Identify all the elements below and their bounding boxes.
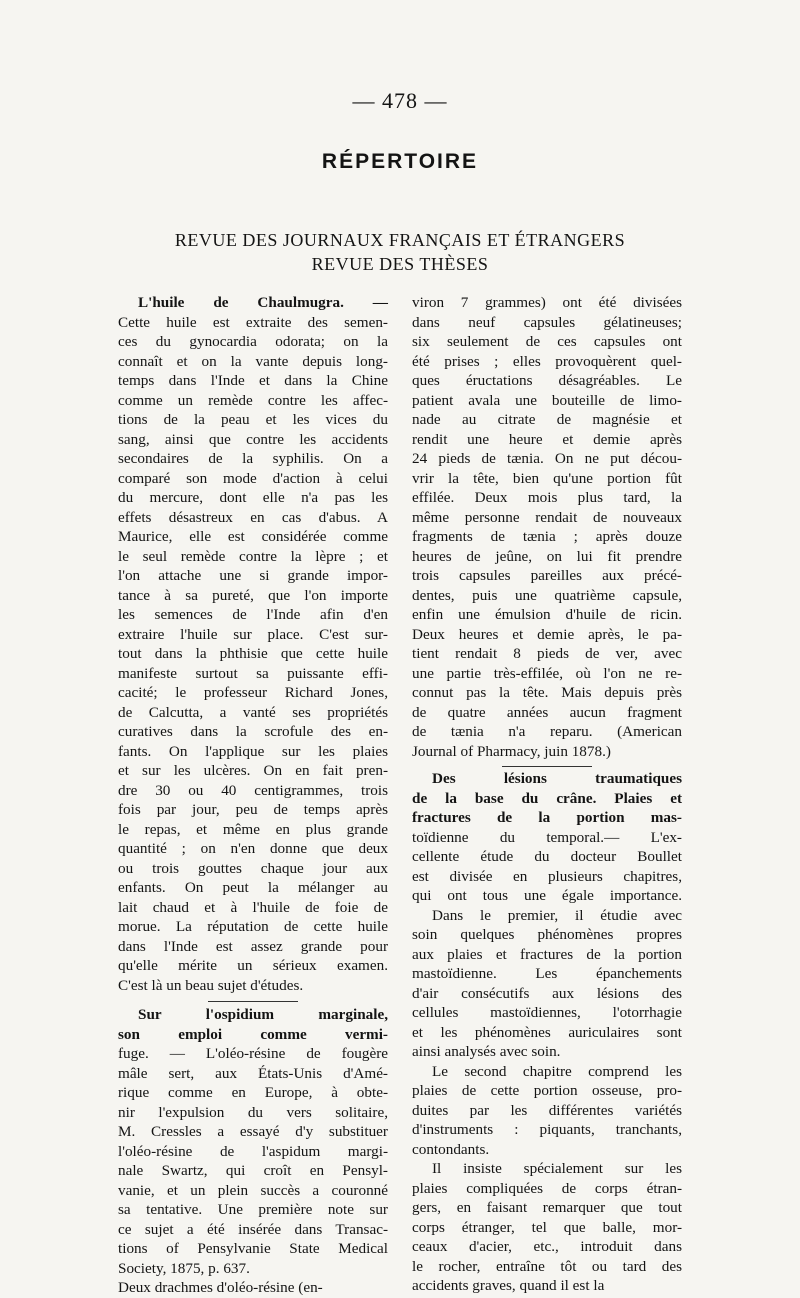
text-line: ces du gynocardia odorata; on la [118,333,388,350]
text-line: dans neuf capsules gélatineuses; [412,313,682,331]
text-line: de la base du crâne. Plaies et [412,789,682,807]
text-line: secondaires de la syphilis. On a [118,450,388,467]
text-line: Cette huile est extraite des semen- [118,313,388,331]
text-line: fractures de la portion mas- [412,809,682,826]
text-line: le repas, et même en plus grande [118,820,388,838]
text-line: de quatre années aucun fragment [412,703,682,721]
text-line: mâle sert, aux États-Unis d'Amé- [118,1064,388,1082]
text-line: morue. La réputation de cette huile [118,918,388,935]
text-line: de tænia n'a reparu. (American [412,723,682,740]
article-chaulmugra [118,293,388,995]
text-line: ceaux d'acier, etc., introduit dans [412,1238,682,1255]
text-line: enfants. On peut la mélanger au [118,879,388,896]
text-line: manifeste surtout sa puissante effi- [118,664,388,682]
right-column [412,293,682,1296]
text-line: enfin une émulsion d'huile de ricin. [412,606,682,623]
text-line: Il insiste spécialement sur les [432,1160,682,1177]
text-line: Society, 1875, p. 637. [118,1259,250,1277]
text-line: Des lésions traumatiques [432,770,682,787]
text-line: qu'elle mérite un sérieux examen. [118,957,388,974]
text-line: L'huile de Chaulmugra. — [138,294,388,311]
text-line: C'est là un beau sujet d'études. [118,976,304,994]
text-line: Sur l'ospidium marginale, [138,1006,388,1023]
text-line: gers, en faisant remarquer que tout [412,1199,682,1216]
text-line: Dans le premier, il étudie avec [432,906,682,924]
text-line: Le second chapitre comprend les [432,1062,682,1080]
page-number: — 478 — [352,88,448,113]
text-line: comparé son mode d'action à celui [118,469,388,487]
text-line: une partie très-effilée, où l'on ne re- [412,664,682,682]
text-line: de Calcutta, a vanté ses propriétés [118,703,388,721]
text-line: Deux drachmes d'oléo-résine (en- [118,1279,323,1296]
text-line: sang, ainsi que contre les accidents [118,430,388,448]
text-line: nale Swartz, qui croît en Pensyl- [118,1162,388,1179]
text-line: est divisée en plusieurs chapitres, [412,867,682,885]
text-line: ou trois gouttes chaque jour aux [118,859,388,877]
left-column [118,293,388,1298]
text-line: lait chaud et à l'huile de foie de [118,898,388,916]
text-line: 24 pieds de tænia. On ne put décou- [412,450,682,467]
text-line: comme un remède contre les affec- [118,391,388,409]
text-line: viron 7 grammes) ont été divisées [412,294,682,311]
text-line: six seulement de ces capsules ont [412,333,682,350]
text-line: et sur les ulcères. On en fait pren- [118,762,388,779]
text-line: le rocher, entraîne tôt ou tard des [412,1257,682,1275]
text-line: été prises ; elles provoquèrent quel- [412,352,682,370]
section-subheading [0,228,800,276]
text-line: fants. On l'applique sur les plaies [118,742,388,760]
text-line: accidents graves, quand il est la [412,1277,605,1294]
subheading-line-1: REVUE DES JOURNAUX FRANÇAIS ET ÉTRANGERS [174,230,626,250]
text-line: l'on attache une si grande impor- [118,567,388,584]
text-line: ainsi analysés avec soin. [412,1043,561,1060]
text-line: vanie, et un plein succès a couronné [118,1181,388,1199]
text-line: cacité; le professeur Richard Jones, [118,684,388,701]
text-line: fuge. — L'oléo-résine de fougère [118,1045,388,1062]
text-line: cellules mastoïdiennes, l'otorrhagie [412,1004,682,1021]
text-line: qui ont tous une égale importance. [412,887,682,904]
text-line: duites par les différentes variétés [412,1101,682,1119]
text-line: d'air consécutifs aux lésions des [412,984,682,1002]
text-line: mastoïdienne. Les épanchements [412,965,682,982]
text-line: connut pas la tête. Mais depuis près [412,684,682,701]
article-divider [208,1001,298,1002]
text-line: ques éructations désagréables. Le [412,372,682,389]
text-line: toïdienne du temporal.— L'ex- [412,828,682,846]
article-aspidium-continued [412,293,682,761]
text-line: nade au citrate de magnésie et [412,411,682,428]
text-line: trois capsules pareilles aux précé- [412,567,682,584]
text-line: heures de jeûne, on lui fit prendre [412,547,682,565]
text-line: rendit une heure et demie après [412,430,682,448]
text-line: nir l'expulsion du vers solitaire, [118,1103,388,1121]
text-line: tance à sa pureté, que l'on importe [118,586,388,604]
text-line: du mercure, dont elle n'a pas les [118,489,388,506]
text-line: et les phénomènes auriculaires sont [412,1023,682,1041]
text-line: vrir la tête, bien qu'une portion fût [412,469,682,487]
subheading-line-2: REVUE DES THÈSES [311,254,489,274]
text-line: l'oléo-résine de l'aspidum margi- [118,1142,388,1160]
text-line: même personne rendait de nouveaux [412,508,682,526]
text-line: curatives dans la scrofule des en- [118,723,388,740]
text-line: cellente étude du docteur Boullet [412,848,682,865]
text-line: rique comme en Europe, à obte- [118,1084,388,1101]
text-line: Maurice, elle est considérée comme [118,528,388,545]
text-line: plaies compliquées de corps étran- [412,1179,682,1197]
article-lesions-crane [412,769,682,1296]
text-line: extraire l'huile sur place. C'est sur- [118,625,388,643]
text-line: le seul remède contre la lèpre ; et [118,547,388,565]
section-heading: RÉPERTOIRE [321,150,479,173]
text-line: tions de la peau et les vices du [118,411,388,428]
text-line: fragments de tænia ; après douze [412,528,682,545]
text-line: dentes, puis une quatrième capsule, [412,586,682,604]
text-line: tions of Pensylvanie State Medical [118,1240,388,1257]
text-line: M. Cressles a essayé d'y substituer [118,1123,388,1140]
text-line: patient avala une bouteille de limo- [412,391,682,409]
text-line: sa tentative. Une première note sur [118,1201,388,1218]
text-line: d'instruments : piquants, tranchants, [412,1121,682,1138]
article-divider [502,766,592,767]
text-line: Journal of Pharmacy, juin 1878.) [412,742,611,760]
text-line: connaît et on la vante depuis long- [118,352,388,370]
article-aspidium [118,1005,388,1298]
text-line: dre 30 ou 40 centigrammes, trois [118,781,388,799]
text-line: tout dans la phthisie que cette huile [118,645,388,662]
text-line: contondants. [412,1140,490,1158]
text-line: Deux heures et demie après, le pa- [412,625,682,643]
text-line: ce sujet a été insérée dans Transac- [118,1220,388,1238]
text-line: soin quelques phénomènes propres [412,926,682,943]
text-line: effets désastreux en cas d'abus. A [118,508,388,526]
text-line: son emploi comme vermi- [118,1025,388,1043]
text-line: fois par jour, peu de temps après [118,801,388,818]
text-line: quantité ; on n'en donne que deux [118,840,388,857]
text-line: dans l'Inde est assez grande pour [118,937,388,955]
text-line: temps dans l'Inde et dans la Chine [118,372,388,389]
text-line: tient rendait 8 pieds de ver, avec [412,645,682,662]
text-line: les semences de l'Inde afin d'en [118,606,388,623]
text-line: effilée. Deux mois plus tard, la [412,489,682,506]
text-line: corps étranger, tel que balle, mor- [412,1218,682,1236]
text-line: plaies de cette portion osseuse, pro- [412,1082,682,1099]
text-line: aux plaies et fractures de la portion [412,945,682,963]
